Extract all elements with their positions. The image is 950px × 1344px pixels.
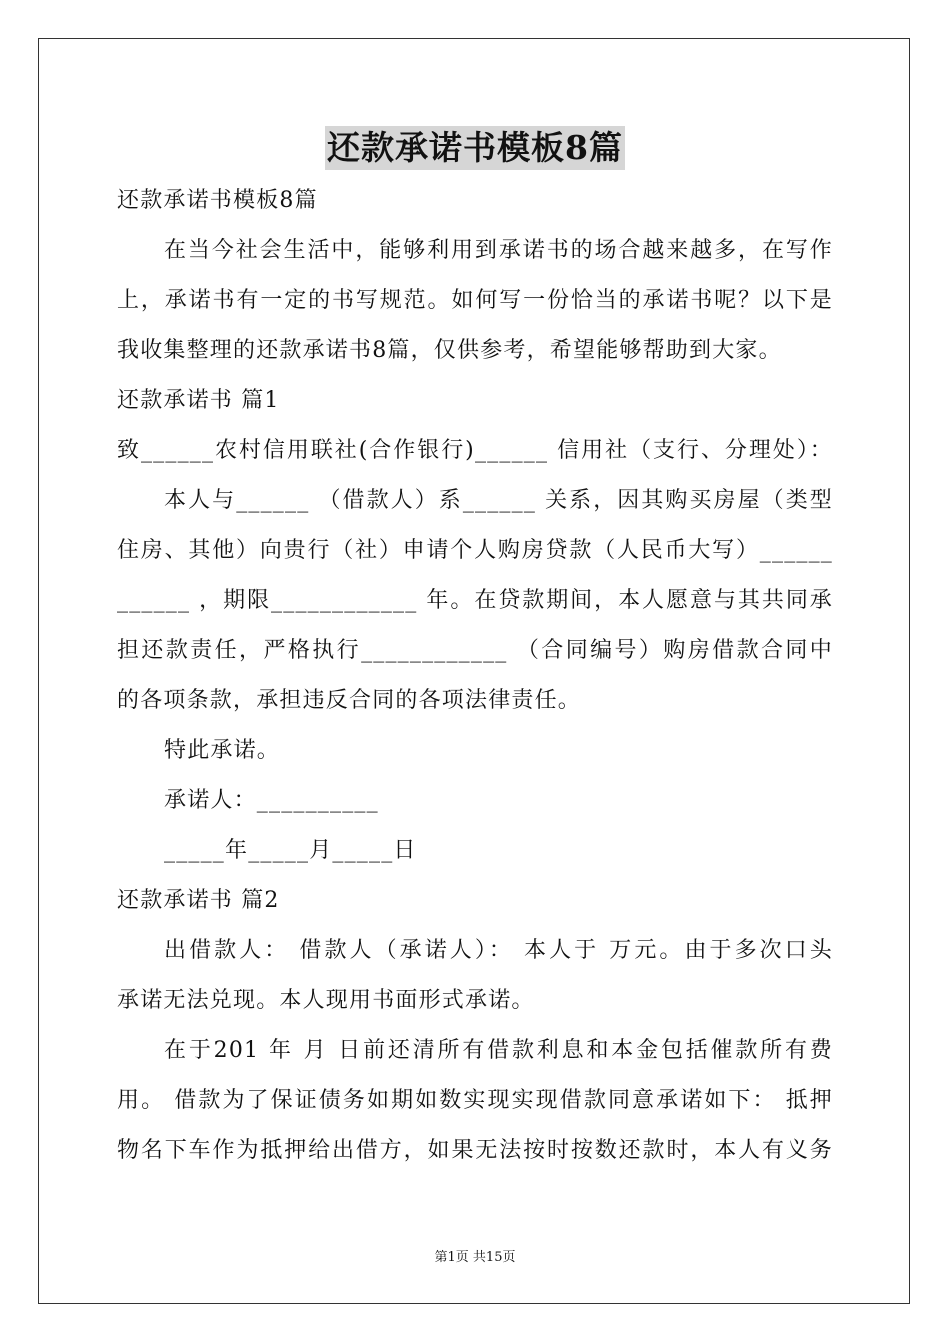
text-line: 致______农村信用联社(合作银行)______ 信用社（支行、分理处）： (117, 438, 833, 463)
text-line: _____年_____月_____日 (164, 838, 417, 863)
text-line: 上，承诺书有一定的书写规范。如何写一份恰当的承诺书呢？以下是 (117, 288, 833, 313)
text-line: 出借款人： 借款人（承诺人）： 本人于 万元。由于多次口头 (164, 938, 833, 963)
text-line: 用。 借款为了保证债务如期如数实现实现借款同意承诺如下： 抵押 (117, 1088, 833, 1113)
text-line: 的各项条款，承担违反合同的各项法律责任。 (117, 688, 582, 713)
text-line: 担还款责任，严格执行____________ （合同编号）购房借款合同中 (117, 638, 833, 663)
text-line: 本人与______ （借款人）系______ 关系，因其购买房屋（类型 (164, 488, 833, 513)
text-line: 我收集整理的还款承诺书8篇，仅供参考，希望能够帮助到大家。 (117, 338, 782, 363)
title-container (0, 126, 950, 170)
text-line: 在当今社会生活中，能够利用到承诺书的场合越来越多，在写作 (164, 238, 833, 263)
text-line: ______ ，期限____________ 年。在贷款期间，本人愿意与其共同承 (117, 588, 833, 613)
document-body (117, 176, 833, 1176)
text-line: 物名下车作为抵押给出借方，如果无法按时按数还款时，本人有义务 (117, 1138, 833, 1163)
text-line: 承诺人：__________ (164, 788, 379, 813)
text-line: 还款承诺书 篇2 (117, 888, 280, 913)
text-line: 在于201 年 月 日前还清所有借款利息和本金包括催款所有费 (164, 1038, 833, 1063)
text-line: 住房、其他）向贵行（社）申请个人购房贷款（人民币大写）______ (117, 538, 833, 563)
text-line: 还款承诺书模板8篇 (117, 188, 318, 213)
document-title: 还款承诺书模板8篇 (325, 126, 625, 170)
page-footer: 第1页 共15页 (434, 1250, 516, 1265)
text-line: 还款承诺书 篇1 (117, 388, 280, 413)
text-line: 承诺无法兑现。本人现用书面形式承诺。 (117, 988, 535, 1013)
text-line: 特此承诺。 (164, 738, 281, 763)
